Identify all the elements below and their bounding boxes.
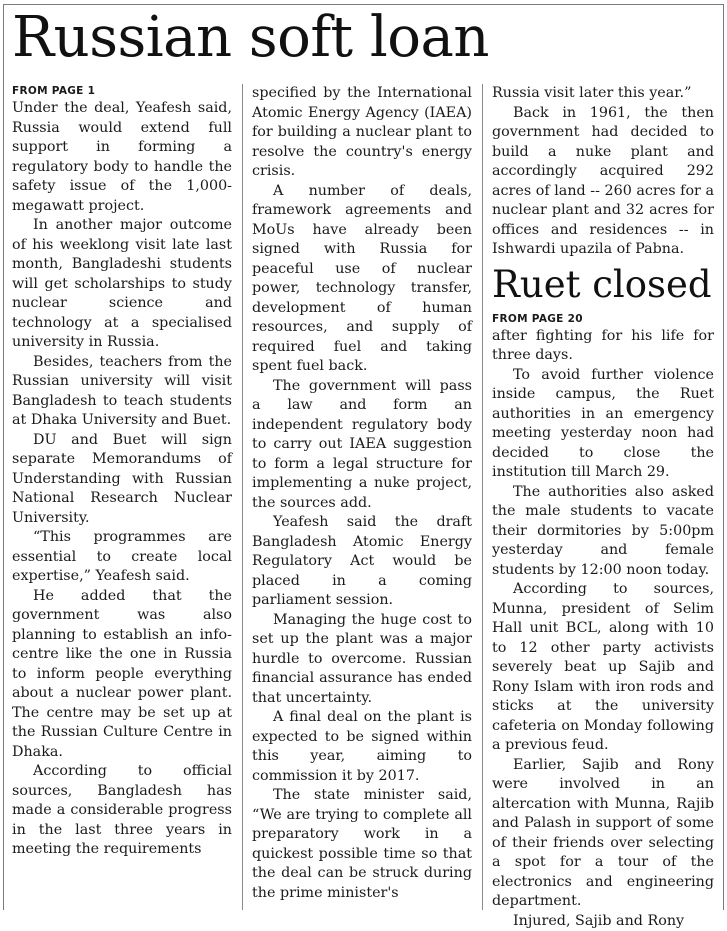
paragraph: The state minister said, “We are trying to complete all preparatory work in a quickest possible time so that the deal can be struck during the prime minister's [252, 786, 472, 903]
paragraph: Injured, Sajib and Rony [492, 912, 714, 931]
column-divider [482, 84, 483, 910]
paragraph: According to official sources, Bangladesh has made a considerable progress in the last three years in meeting the requirements [12, 762, 232, 860]
kicker: FROM PAGE 1 [12, 84, 232, 98]
paragraph: Earlier, Sajib and Rony were involved in an altercation with Munna, Rajib and Palash in support of some of their friends over selecting a spot for a tour of the electronics and engineering department. [492, 756, 714, 912]
paragraph: “This programmes are essential to create local expertise,” Yeafesh said. [12, 528, 232, 587]
paragraph: In another major outcome of his weeklong visit late last month, Bangladeshi students will get scholarships to study nuclear science and technology at a specialised university in Russia. [12, 216, 232, 353]
kicker: FROM PAGE 20 [492, 312, 714, 326]
paragraph: He added that the government was also planning to establish an info-centre like the one in Russia to inform people everything about a nuclear power plant. The centre may be set up at the Russian Culture Centre in Dhaka. [12, 587, 232, 763]
paragraph: The government will pass a law and form an independent regulatory body to carry out IAEA suggestion to form a legal structure for implementing a nuke project, the sources add. [252, 377, 472, 514]
paragraph: To avoid further violence inside campus, the Ruet authorities in an emergency meeting yesterday noon had decided to close the institution till March 29. [492, 366, 714, 483]
sub-headline: Ruet closed [492, 262, 714, 308]
column-2 [252, 84, 472, 903]
paragraph: The authorities also asked the male students to vacate their dormitories by 5:00pm yesterday and female students by 12:00 noon today. [492, 483, 714, 581]
paragraph: A final deal on the plant is expected to be signed within this year, aiming to commission it by 2017. [252, 708, 472, 786]
column-1 [12, 84, 232, 860]
column-divider [242, 84, 243, 910]
paragraph: Under the deal, Yeafesh said, Russia would extend full support in forming a regulatory body to handle the safety issue of the 1,000-megawatt project. [12, 99, 232, 216]
paragraph: Managing the huge cost to set up the plant was a major hurdle to overcome. Russian financial assurance has ended that uncertainty. [252, 611, 472, 709]
paragraph: Back in 1961, the then government had decided to build a nuke plant and accordingly acquired 292 acres of land -- 260 acres for a nuclear plant and 32 acres for offices and residences -- in Ishwardi upazila of Pabna. [492, 104, 714, 260]
paragraph: According to sources, Munna, president of Selim Hall unit BCL, along with 10 to 12 other party activists severely beat up Sajib and Rony Islam with iron rods and sticks at the university cafeteria on Monday following a previous feud. [492, 580, 714, 756]
paragraph: after fighting for his life for three days. [492, 327, 714, 366]
paragraph: DU and Buet will sign separate Memorandums of Understanding with Russian National Research Nuclear University. [12, 431, 232, 529]
paragraph: Russia visit later this year.” [492, 84, 714, 104]
paragraph: Yeafesh said the draft Bangladesh Atomic Energy Regulatory Act would be placed in a coming parliament session. [252, 513, 472, 611]
paragraph: Besides, teachers from the Russian university will visit Bangladesh to teach students at Dhaka University and Buet. [12, 353, 232, 431]
paragraph: A number of deals, framework agreements and MoUs have already been signed with Russia for peaceful use of nuclear power, technology transfer, development of human resources, and supply of required fuel and taking spent fuel back. [252, 182, 472, 377]
paragraph: specified by the International Atomic Energy Agency (IAEA) for building a nuclear plant to resolve the country's energy crisis. [252, 84, 472, 182]
headline: Russian soft loan [12, 2, 489, 74]
column-3 [492, 84, 714, 931]
